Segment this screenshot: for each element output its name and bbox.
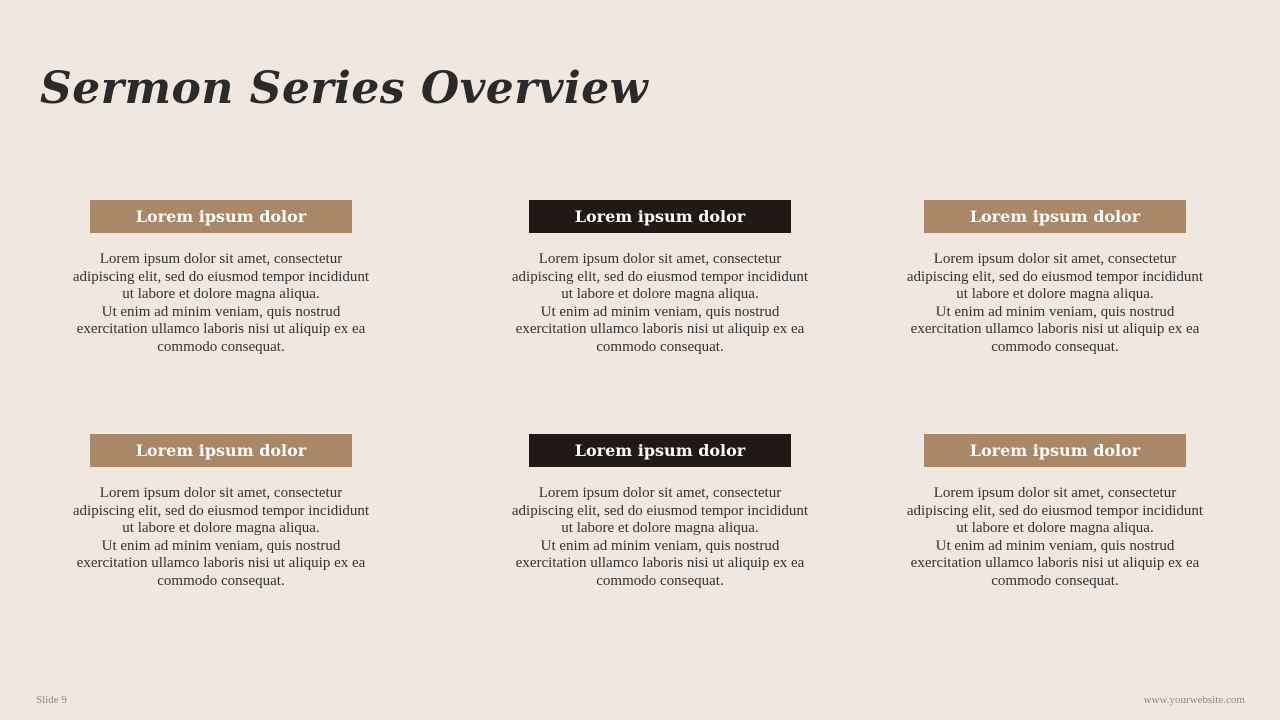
card-body: Lorem ipsum dolor sit amet, consectetur adipiscing elit, sed do eiusmod tempor incididunt ut labore et dolore magna aliqua. Ut enim ad minim veniam, quis nostrud exercitation ullamco laboris nisi ut aliquip ex ea commodo consequat. bbox=[72, 251, 370, 355]
card-body: Lorem ipsum dolor sit amet, consectetur adipiscing elit, sed do eiusmod tempor incididunt ut labore et dolore magna aliqua. Ut enim ad minim veniam, quis nostrud exercitation ullamco laboris nisi ut aliquip ex ea commodo consequat. bbox=[72, 485, 370, 589]
card-6 bbox=[885, 434, 1225, 590]
page-title: Sermon Series Overview bbox=[40, 63, 649, 114]
slide-number: Slide 9 bbox=[36, 694, 67, 706]
card-label: Lorem ipsum dolor bbox=[90, 200, 352, 233]
card-1 bbox=[51, 200, 391, 356]
website-link[interactable]: www.yourwebsite.com bbox=[1143, 694, 1245, 706]
card-body: Lorem ipsum dolor sit amet, consectetur adipiscing elit, sed do eiusmod tempor incididunt ut labore et dolore magna aliqua. Ut enim ad minim veniam, quis nostrud exercitation ullamco laboris nisi ut aliquip ex ea commodo consequat. bbox=[511, 485, 809, 589]
card-3 bbox=[885, 200, 1225, 356]
card-4 bbox=[51, 434, 391, 590]
card-label: Lorem ipsum dolor bbox=[529, 200, 791, 233]
card-label: Lorem ipsum dolor bbox=[924, 434, 1186, 467]
card-body: Lorem ipsum dolor sit amet, consectetur adipiscing elit, sed do eiusmod tempor incididunt ut labore et dolore magna aliqua. Ut enim ad minim veniam, quis nostrud exercitation ullamco laboris nisi ut aliquip ex ea commodo consequat. bbox=[511, 251, 809, 355]
card-5 bbox=[490, 434, 830, 590]
card-label: Lorem ipsum dolor bbox=[924, 200, 1186, 233]
card-2 bbox=[490, 200, 830, 356]
card-body: Lorem ipsum dolor sit amet, consectetur adipiscing elit, sed do eiusmod tempor incididunt ut labore et dolore magna aliqua. Ut enim ad minim veniam, quis nostrud exercitation ullamco laboris nisi ut aliquip ex ea commodo consequat. bbox=[906, 251, 1204, 355]
card-body: Lorem ipsum dolor sit amet, consectetur adipiscing elit, sed do eiusmod tempor incididunt ut labore et dolore magna aliqua. Ut enim ad minim veniam, quis nostrud exercitation ullamco laboris nisi ut aliquip ex ea commodo consequat. bbox=[906, 485, 1204, 589]
card-label: Lorem ipsum dolor bbox=[529, 434, 791, 467]
card-label: Lorem ipsum dolor bbox=[90, 434, 352, 467]
